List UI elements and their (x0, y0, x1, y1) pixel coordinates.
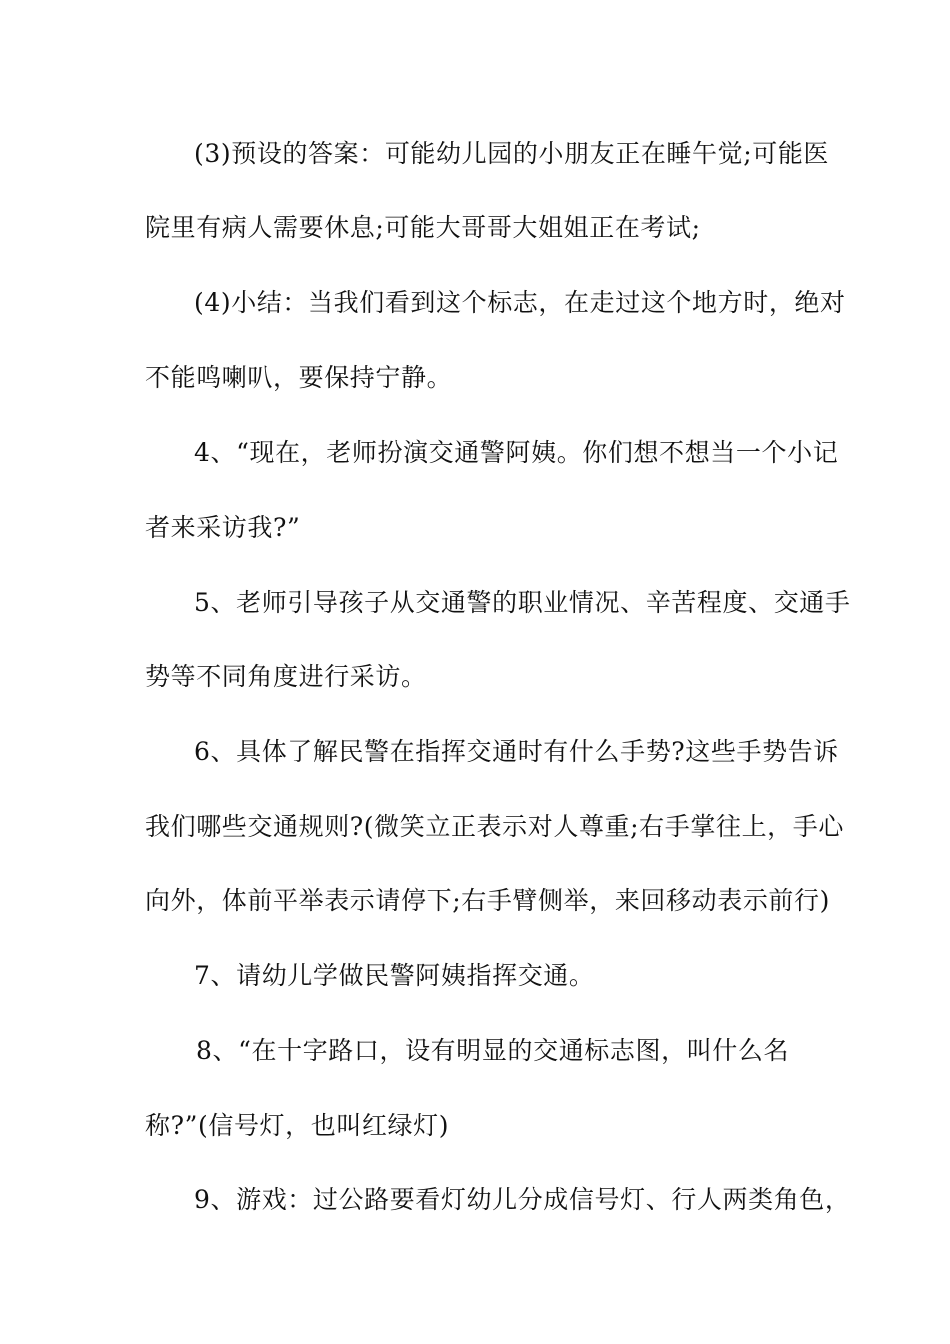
paragraph-line: 称?”(信号灯，也叫红绿灯) (145, 1111, 450, 1140)
paragraph-line: 向外，体前平举表示请停下;右手臂侧举，来回移动表示前行) (145, 886, 830, 915)
paragraph-line: (4)小结：当我们看到这个标志，在走过这个地方时，绝对 (194, 288, 846, 317)
paragraph-line: 院里有病人需要休息;可能大哥哥大姐姐正在考试; (145, 213, 701, 242)
paragraph-line: 8、“在十字路口，设有明显的交通标志图，叫什么名 (196, 1036, 790, 1065)
paragraph-line: 4、“现在，老师扮演交通警阿姨。你们想不想当一个小记 (194, 438, 839, 467)
paragraph-line: 5、老师引导孩子从交通警的职业情况、辛苦程度、交通手 (194, 588, 851, 617)
paragraph-line: 9、游戏：过公路要看灯幼儿分成信号灯、行人两类角色， (194, 1185, 851, 1214)
paragraph-line: 7、请幼儿学做民警阿姨指挥交通。 (194, 961, 595, 990)
paragraph-line: 势等不同角度进行采访。 (145, 662, 427, 691)
paragraph-line: (3)预设的答案：可能幼儿园的小朋友正在睡午觉;可能医 (194, 139, 830, 168)
paragraph-line: 不能鸣喇叭，要保持宁静。 (145, 363, 453, 392)
paragraph-line: 我们哪些交通规则?(微笑立正表示对人尊重;右手掌往上，手心 (145, 812, 844, 841)
paragraph-line: 者来采访我?” (145, 513, 301, 542)
paragraph-line: 6、具体了解民警在指挥交通时有什么手势?这些手势告诉 (194, 737, 839, 766)
